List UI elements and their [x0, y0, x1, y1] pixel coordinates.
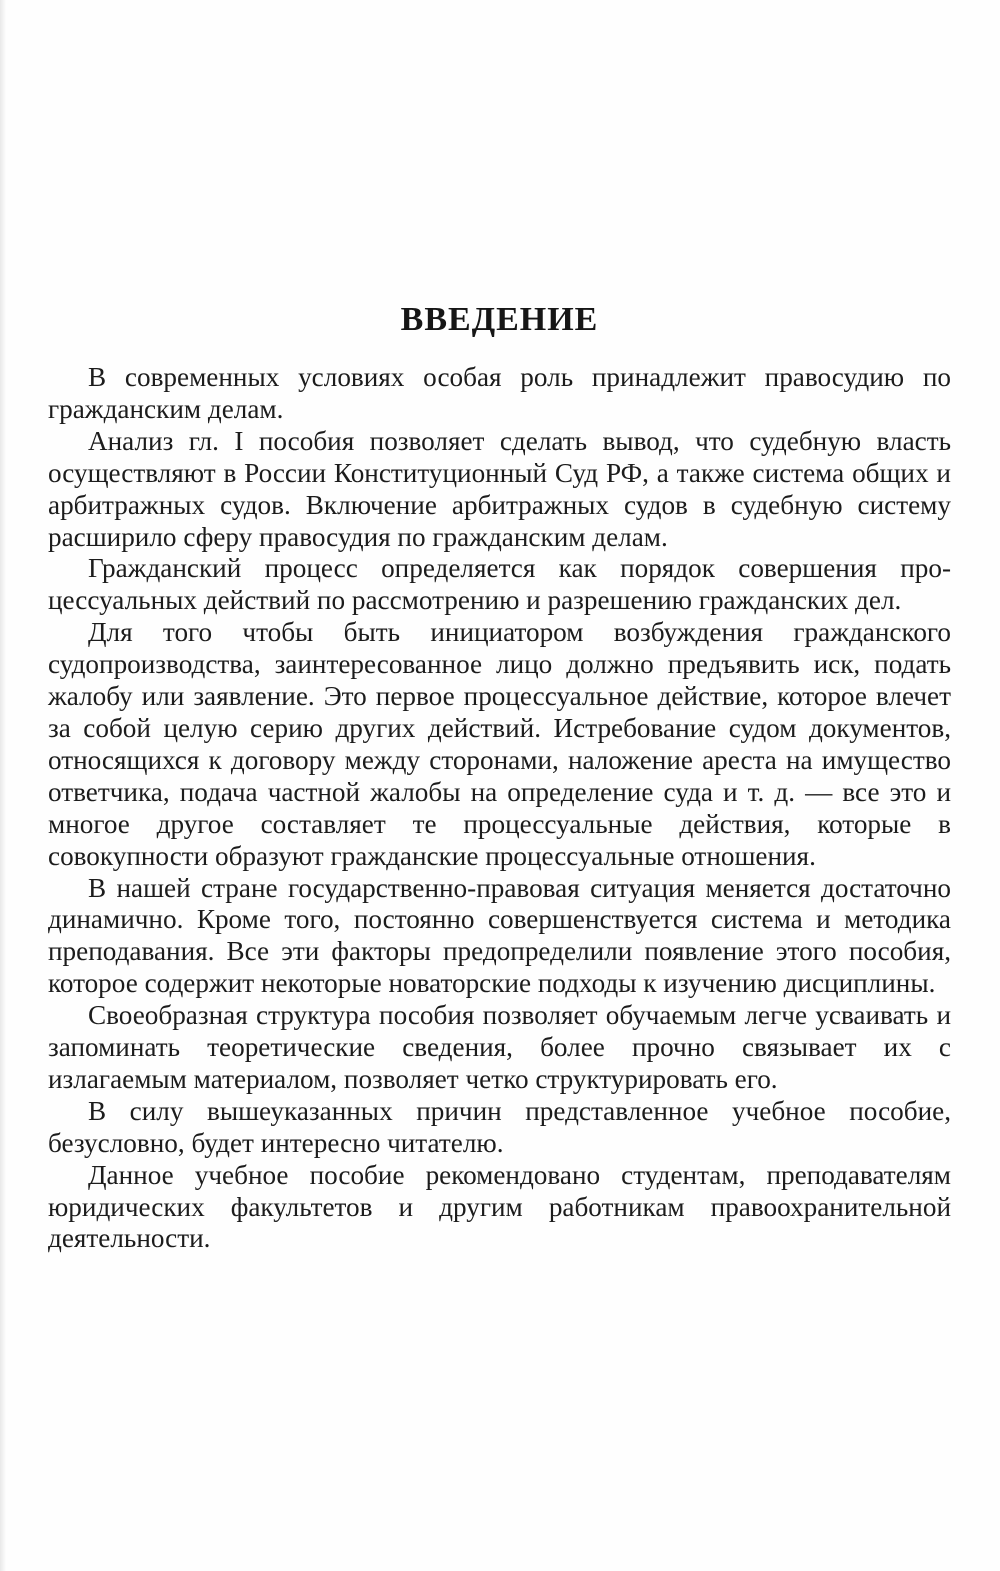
- paragraph-2: Анализ гл. I пособия позволяет сделать вывод, что судебную власть осуществляют в России Конституционный Суд РФ, а также система общих и арбитражных судов. Включение арбитражных судов в судебную систему расширило сферу правосудия по гражданским делам.: [48, 425, 951, 552]
- page-title: ВВЕДЕНИЕ: [400, 301, 599, 338]
- page-edge-shadow: [0, 0, 6, 1571]
- paragraph-4: Для того чтобы быть инициатором возбуждения гражданского судопроизводства, заинтересованное лицо должно предъявить иск, подать жалобу или заявление. Это первое процессуальное действие, которое влечет за собой целую серию других действий. Истребование судом документов, относящихся к договору между сторонами, наложение ареста на имущество ответчика, подача частной жалобы на определение суда и т. д. — все это и многое другое составляет те процессуальные действия, которые в совокупности образуют гражданские процессуальные отношения.: [48, 617, 951, 871]
- paragraph-6: Своеобразная структура пособия позволяет обучаемым легче усваивать и запоминать теоретические сведения, более прочно связывает их с излагаемым материалом, позволяет четко структурировать его.: [48, 1000, 951, 1094]
- paragraph-3: Гражданский процесс определяется как порядок совершения процессуальных действий по рассмотрению и разрешению гражданских дел.: [48, 553, 951, 616]
- paragraph-1: В современных условиях особая роль принадлежит правосудию по гражданским делам.: [48, 362, 951, 424]
- paragraph-5: В нашей стране государственно-правовая ситуация меняется достаточно динамично. Кроме того, постоянно совершенствуется система и методика преподавания. Все эти факторы предопределили появление этого пособия, которое содержит некоторые новаторские подходы к изучению дисциплины.: [48, 872, 951, 999]
- paragraph-8: Данное учебное пособие рекомендовано студентам, преподавателям юридических факультетов и другим работникам правоохранительной деятельности.: [48, 1159, 951, 1254]
- paragraph-7: В силу вышеуказанных причин представленное учебное пособие, безусловно, будет интересно читателю.: [48, 1095, 951, 1158]
- page-content: [48, 298, 951, 1255]
